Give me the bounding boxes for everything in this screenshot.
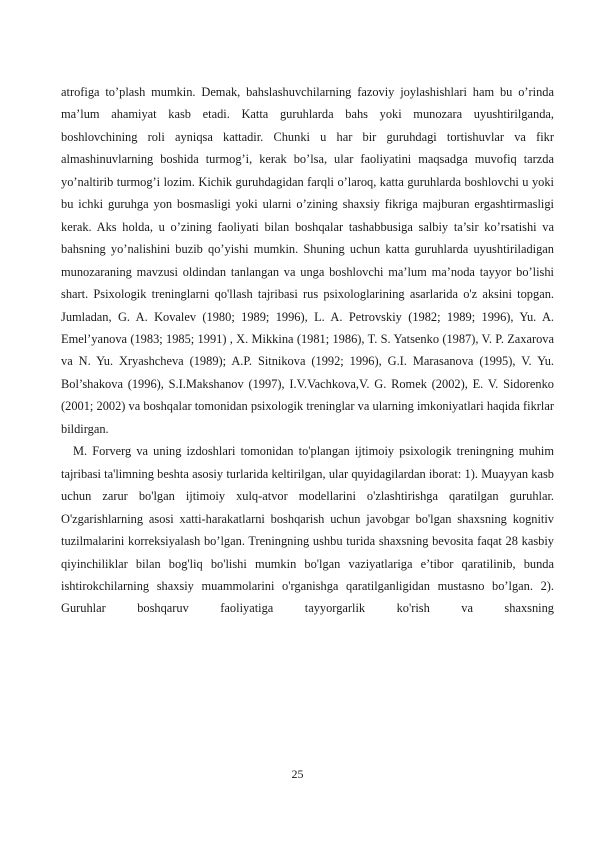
- body-text: [61, 81, 554, 620]
- paragraph-2: M. Forverg va uning izdoshlari tomonidan to'plangan ijtimoiy psixologik treningning muhim tajribasi ta'limning beshta asosiy turlarida keltirilgan, ular quyidagilardan iborat: 1). Muayyan kasb uchun zarur bo'lgan ijtimoiy xulq-atvor modellarini o'zlashtirishga qaratilgan guruhlar. O'zgarishlarning asosi xatti-harakatlarni boshqarish uchun javobgar bo'lgan shaxsning kognitiv tuzilmalarini korreksiyalash bo’lgan. Treningning ushbu turida shaxsning bevosita faqat 28 kasbiy qiyinchiliklar bilan bog'liq bo'lishi mumkin bo'lgan vaziyatlariga e’tibor qaratilinib, bunda ishtirokchilarning shaxsiy muammolarini o'rganishga qaratilganligidan mustasno bo’lgan. 2). Guruhlar boshqaruv faoliyatiga tayyorgarlik ko'rish va shaxsning: [61, 444, 554, 616]
- paragraph-1: atrofiga to’plash mumkin. Demak, bahslashuvchilarning fazoviy joylashishlari ham bu o’rinda ma’lum ahamiyat kasb etadi. Katta guruhlarda bahs yoki munozara uyushtirilganda, boshlovchining roli ayniqsa kattadir. Chunki u har bir guruhdagi tortishuvlar va fikr almashinuvlarning boshida turmog’i, kerak bo’lsa, ular faoliyatini maqsadga muvofiq tarzda yo’naltirib turmog’i lozim. Kichik guruhdagidan farqli o’laroq, katta guruhlarda boshlovchi u yoki bu ichki guruhga yon bosmasligi yoki ularni o’zining shaxsiy fikriga majburan ergashtirmasligi kerak. Aks holda, u o’zining faoliyati bilan boshqalar tashabbusiga salbiy ta’sir ko’rsatishi va bahsning yo’nalishini buzib qo’yishi mumkin. Shuning uchun katta guruhlarda uyushtiriladigan munozaraning mavzusi oldindan tanlangan va unga boshlovchi ma’lum ma’noda tayyor bo’lishi shart. Psixologik treninglarni qo'llash tajribasi rus psixologlarining asarlarida o'z aksini topgan. Jumladan, G. A. Kovalev (1980; 1989; 1996), L. A. Petrovskiy (1982; 1989; 1996), Yu. A. Emel’yanova (1983; 1985; 1991) , X. Mikkina (1981; 1986), T. S. Yatsenko (1987), V. P. Zaxarova va N. Yu. Xryashcheva (1989); A.P. Sitnikova (1992; 1996), G.I. Marasanova (1995), V. Yu. Bol’shakova (1996), S.I.Makshanov (1997), I.V.Vachkova,V. G. Romek (2002), E. V. Sidorenko (2001; 2002) va boshqalar tomonidan psixologik treninglar va ularning imkoniyatlari haqida fikrlar bildirgan.: [61, 85, 554, 436]
- page-number: 25: [291, 767, 304, 781]
